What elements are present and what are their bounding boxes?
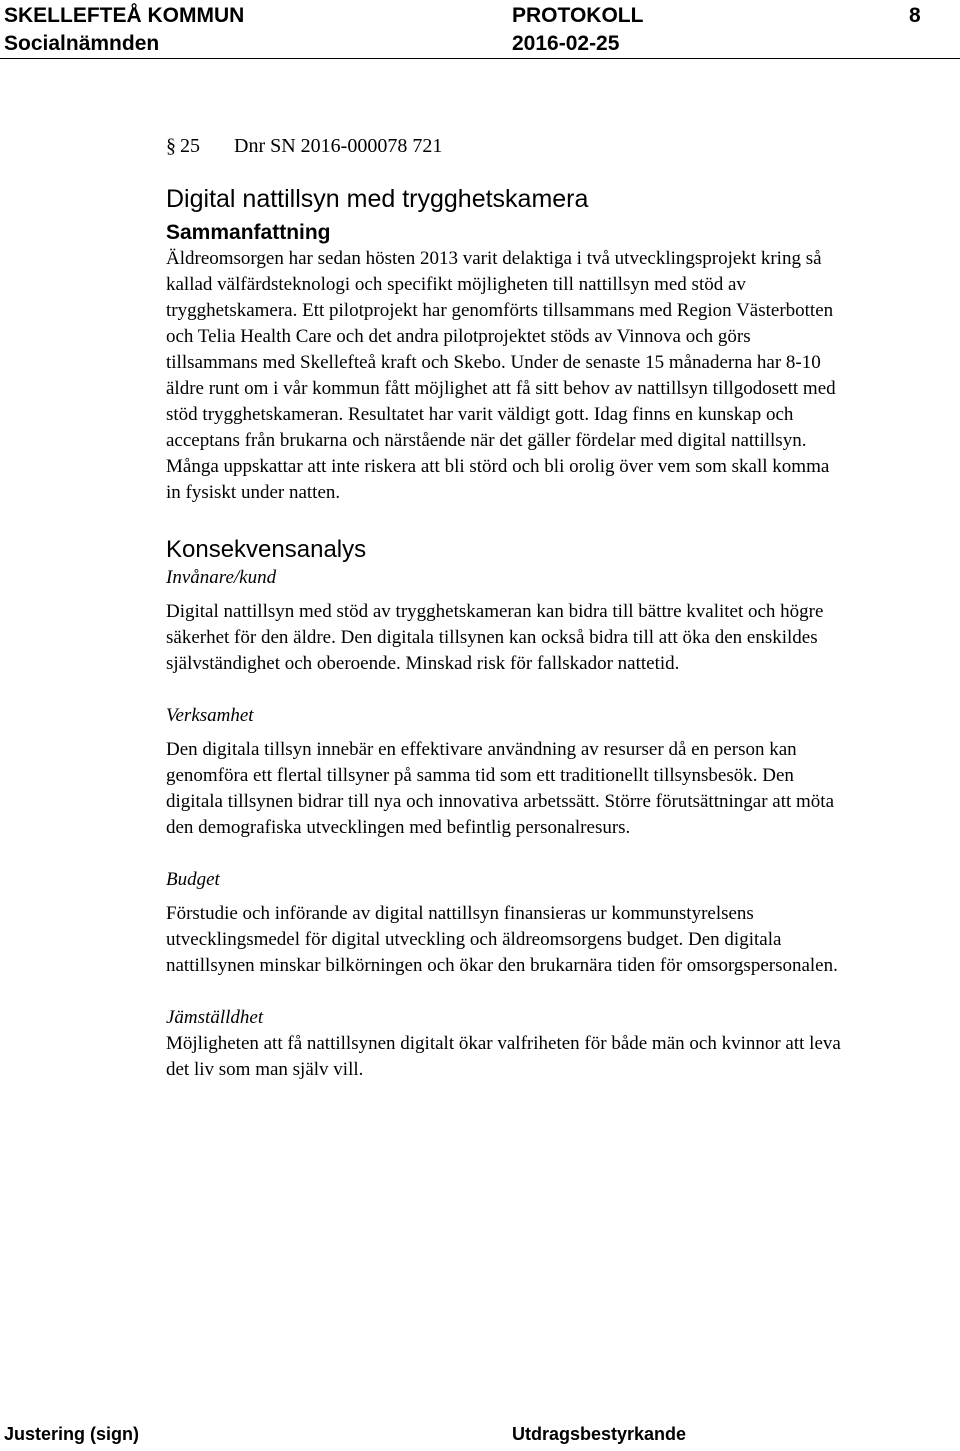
summary-text: Äldreomsorgen har sedan hösten 2013 varit delaktiga i två utvecklingsprojekt kring så kallad välfärdsteknologi och specifikt möjligheten till nattillsyn med stöd av trygghetskamera. Ett pilotprojekt har genomförts tillsammans med Region Västerbotten och Telia Health Care och det andra pilotprojektet stöds av Vinnova och görs tillsammans med Skellefteå kraft och Skebo. Under de senaste 15 månaderna har 8-10 äldre runt om i vår kommun fått möjlighet att få sitt behov av nattillsyn tillgodosett med stöd trygghetskameran. Resultatet har varit väldigt gott. Idag finns en kunskap och acceptans från brukarna och närstående när det gäller fördelar med digital nattillsyn. Många uppskattar att inte riskera att bli störd och bli orolig över vem som skall komma in fysiskt under natten. xyxy=(166,248,836,503)
section-text-operations: Den digitala tillsyn innebär en effektivare användning av resurser då en person kan genomföra ett flertal tillsyner på samma tid som ett traditionellt tillsynsbesök. Den digitala tillsynen bidrar till nya och innovativa arbetssätt. Större förutsättningar att möta den demografiska utvecklingen med befintlig personalresurs. xyxy=(166,739,834,838)
analysis-heading: Konsekvensanalys xyxy=(166,536,367,563)
footer-signature-label: Justering (sign) xyxy=(4,1424,140,1444)
summary-heading: Sammanfattning xyxy=(166,221,331,244)
document-body xyxy=(166,131,846,1083)
header-divider xyxy=(0,58,960,59)
section-heading-operations: Verksamhet xyxy=(166,705,254,726)
section-text-equality: Möjligheten att få nattillsynen digitalt ökar valfriheten för både män och kvinnor att leva det liv som man själv vill. xyxy=(166,1033,841,1080)
committee-name: Socialnämnden xyxy=(4,32,160,55)
section-heading-equality: Jämställdhet xyxy=(166,1007,264,1028)
section-symbol: § xyxy=(166,135,176,157)
analysis-section-residents xyxy=(166,565,846,677)
case-reference: Dnr SN 2016-000078 721 xyxy=(234,135,443,157)
section-text-budget: Förstudie och införande av digital nattillsyn finansieras ur kommunstyrelsens utvecklingsmedel för digital utveckling och äldreomsorgens budget. Den digitala nattillsynen minskar bilkörningen och ökar den brukarnära tiden för omsorgspersonalen. xyxy=(166,903,838,976)
analysis-section-equality xyxy=(166,1005,846,1083)
document-type: PROTOKOLL xyxy=(512,4,644,27)
page-number: 8 xyxy=(909,4,921,27)
municipality-name: SKELLEFTEÅ KOMMUN xyxy=(4,4,245,27)
case-line xyxy=(166,131,846,161)
section-text-residents: Digital nattillsyn med stöd av trygghetskameran kan bidra till bättre kvalitet och högre säkerhet för den äldre. Den digitala tillsynen kan också bidra till att öka den enskildes självständighet och oberoende. Minskad risk för fallskador nattetid. xyxy=(166,601,824,674)
section-heading-residents: Invånare/kund xyxy=(166,567,277,588)
section-heading-budget: Budget xyxy=(166,869,220,890)
page-title: Digital nattillsyn med trygghetskamera xyxy=(166,185,589,213)
footer-certification-label: Utdragsbestyrkande xyxy=(512,1424,687,1444)
section-number: 25 xyxy=(180,135,200,157)
analysis-section-budget xyxy=(166,867,846,979)
protocol-date: 2016-02-25 xyxy=(512,32,620,55)
analysis-section-operations xyxy=(166,703,846,841)
